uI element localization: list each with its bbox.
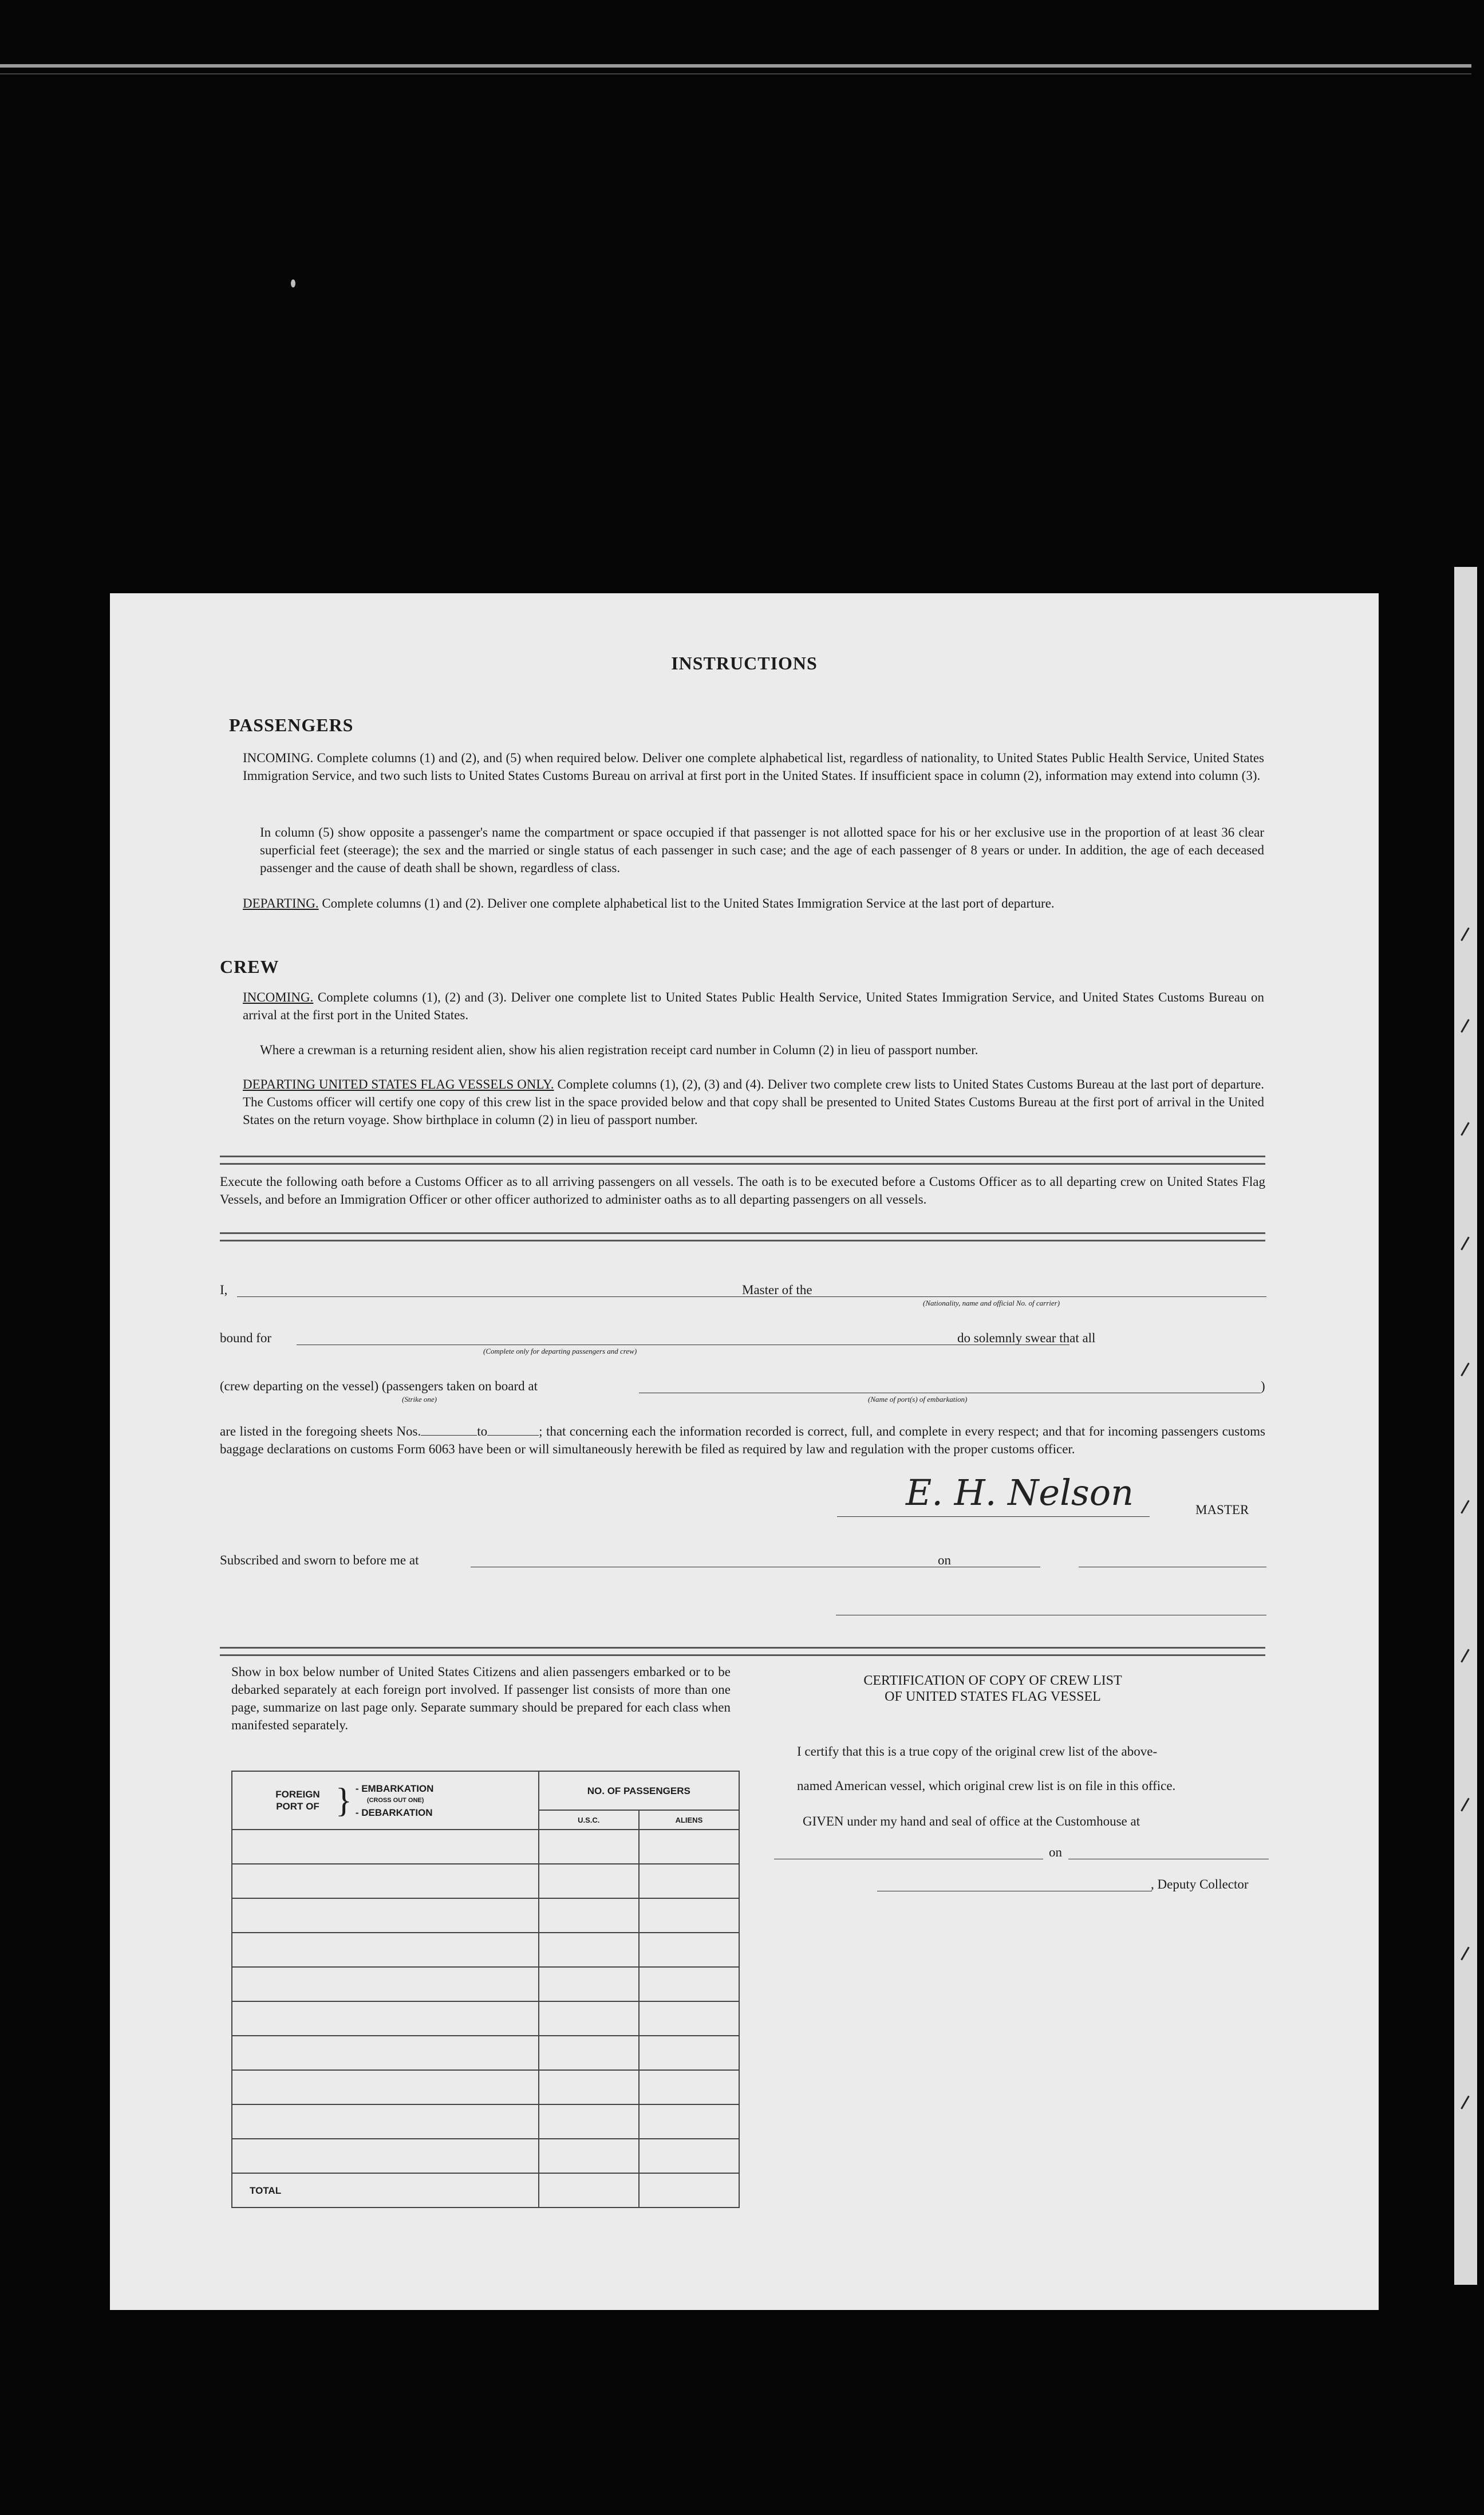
port-cell[interactable] (232, 1864, 539, 1898)
listed-paragraph (220, 1422, 1265, 1458)
certification-title-line2: OF UNITED STATES FLAG VESSEL (885, 1689, 1101, 1704)
aliens-cell[interactable] (639, 2001, 739, 2036)
film-edge-top-inner (0, 73, 1471, 74)
aliens-cell[interactable] (639, 2070, 739, 2104)
form-page (110, 593, 1379, 2310)
port-note: (Name of port(s) of embarkation) (868, 1395, 968, 1404)
usc-cell[interactable] (539, 2001, 639, 2036)
usc-cell[interactable] (539, 2139, 639, 2173)
to-label: to (477, 1424, 488, 1438)
aliens-cell[interactable] (639, 2139, 739, 2173)
crew-departing-label: (crew departing on the vessel) (passengers taken on board at (220, 1379, 538, 1393)
crew-incoming-paragraph (243, 988, 1264, 1024)
sheet-from-field[interactable] (421, 1425, 477, 1436)
given-label: GIVEN under my hand and seal of office at the Customhouse at (803, 1814, 1140, 1828)
page-title: INSTRUCTIONS (671, 653, 818, 673)
usc-cell[interactable] (539, 1864, 639, 1898)
port-cell[interactable] (232, 2001, 539, 2036)
aliens-header: ALIENS (639, 1810, 739, 1830)
aliens-cell[interactable] (639, 1933, 739, 1967)
usc-cell[interactable] (539, 2036, 639, 2070)
complete-note: (Complete only for departing passengers and crew) (483, 1347, 637, 1355)
foreign-port-of-label: FOREIGN PORT OF (275, 1789, 320, 1812)
usc-cell[interactable] (539, 1967, 639, 2001)
usc-cell[interactable] (539, 1933, 639, 1967)
crew-incoming-lead: INCOMING. (243, 990, 314, 1004)
subscribed-on-label: on (938, 1553, 951, 1567)
crew-departing-lead: DEPARTING UNITED STATES FLAG VESSELS ONLY. (243, 1077, 554, 1091)
certify-line2: named American vessel, which original crew list is on file in this office. (797, 1779, 1176, 1793)
port-cell[interactable] (232, 2070, 539, 2104)
signature-line (837, 1516, 1150, 1517)
strike-note: (Strike one) (402, 1395, 437, 1404)
close-paren: ) (1261, 1379, 1265, 1393)
embarkation-label: - EMBARKATION (355, 1783, 434, 1794)
crew-departing-paragraph (243, 1075, 1264, 1129)
oath-i-label: I, (220, 1283, 228, 1297)
passengers-heading: PASSENGERS (229, 715, 354, 735)
passengers-incoming-text: Complete columns (1) and (2), and (5) when required below. Deliver one complete alphabetical list, regardless of nationality, to United States Public Health Service, United States Immigration Service, and two such lists to United States Customs Bureau on arrival at first port in the United States. If insufficient space in column (2), information may extend into column (3). (243, 751, 1264, 783)
double-rule (220, 1647, 1265, 1656)
double-rule (220, 1232, 1265, 1241)
port-cell[interactable] (232, 2036, 539, 2070)
crew-resident-paragraph: Where a crewman is a returning resident alien, show his alien registration receipt card number in Column (2) in lieu of passport number. (260, 1043, 978, 1057)
aliens-cell[interactable] (639, 2036, 739, 2070)
crew-incoming-text: Complete columns (1), (2) and (3). Deliver one complete list to United States Public Health Service, United States Immigration Service, and United States Customs Bureau on arrival at the first port in the United States. (243, 990, 1264, 1022)
crew-departing-text: Complete columns (1), (2), (3) and (4). Deliver two complete crew lists to United States Customs Bureau at the last port of departure. The Customs officer will certify one copy of this crew list in the space provided below and that copy shall be presented to United States Customs Bureau at the first port of arrival in the United States on the return voyage. Show birthplace in column (2) in lieu of passport number. (243, 1077, 1264, 1127)
film-edge-top (0, 64, 1471, 68)
aliens-cell[interactable] (639, 1864, 739, 1898)
passengers-incoming-paragraph (243, 749, 1264, 785)
bound-for-label: bound for (220, 1331, 272, 1345)
port-cell[interactable] (232, 1933, 539, 1967)
cross-out-note: (CROSS OUT ONE) (366, 1796, 424, 1804)
double-rule (220, 1156, 1265, 1165)
port-cell[interactable] (232, 1830, 539, 1864)
deputy-collector-label: , Deputy Collector (1151, 1877, 1249, 1891)
sheet-to-field[interactable] (487, 1425, 539, 1436)
carrier-field[interactable] (836, 1296, 1266, 1297)
usc-cell[interactable] (539, 2070, 639, 2104)
certification-on-label: on (1049, 1845, 1062, 1859)
debarkation-label: - DEBARKATION (355, 1807, 433, 1818)
aliens-cell[interactable] (639, 1898, 739, 1933)
usc-total-cell[interactable] (539, 2173, 639, 2207)
port-header-cell (232, 1771, 539, 1830)
total-label: TOTAL (250, 2185, 282, 2196)
port-cell[interactable] (232, 1898, 539, 1933)
master-signature: E. H. Nelson (906, 1472, 1134, 1513)
usc-cell[interactable] (539, 2104, 639, 2139)
listed-rest: ; that concerning each the information recorded is correct, full, and complete in every respect; and that for incoming passengers customs baggage declarations on customs Form 6063 have been or will simultaneously herewith be filed as required by law and regulation with the proper customs officer. (220, 1424, 1265, 1456)
port-cell[interactable] (232, 2104, 539, 2139)
crew-heading: CREW (220, 956, 279, 977)
adjacent-page-edge (1454, 567, 1477, 2285)
aliens-total-cell[interactable] (639, 2173, 739, 2207)
no-passengers-header: NO. OF PASSENGERS (539, 1771, 739, 1810)
total-cell (232, 2173, 539, 2207)
aliens-cell[interactable] (639, 2104, 739, 2139)
oath-instructions: Execute the following oath before a Customs Officer as to all arriving passengers on all vessels. The oath is to be executed before a Customs Officer as to all departing crew on United States Flag Vessels, and before an Immigration Officer or other officer authorized to administer oaths as to all departing passengers on all vessels. (220, 1174, 1265, 1207)
brace-icon: } (336, 1781, 352, 1819)
swear-label: do solemnly swear that all (957, 1331, 1096, 1345)
certify-line1: I certify that this is a true copy of the original crew list of the above- (797, 1744, 1158, 1759)
aliens-cell[interactable] (639, 1830, 739, 1864)
passengers-incoming-lead: INCOMING. (243, 751, 314, 765)
port-cell[interactable] (232, 2139, 539, 2173)
usc-header: U.S.C. (539, 1810, 639, 1830)
certification-title-line1: CERTIFICATION OF COPY OF CREW LIST (863, 1673, 1122, 1688)
passengers-departing-lead: DEPARTING. (243, 896, 319, 910)
subscribed-label: Subscribed and sworn to before me at (220, 1553, 419, 1567)
passengers-departing-text: Complete columns (1) and (2). Deliver one complete alphabetical list to the United States Immigration Service at the last port of departure. (318, 896, 1055, 910)
usc-cell[interactable] (539, 1898, 639, 1933)
usc-cell[interactable] (539, 1830, 639, 1864)
port-cell[interactable] (232, 1967, 539, 2001)
passenger-summary-table (231, 1771, 740, 2208)
master-of-label: Master of the (742, 1283, 812, 1297)
summary-instructions: Show in box below number of United States Citizens and alien passengers embarked or to be debarked separately at each foreign port involved. If passenger list consists of more than one page, summarize on last page only. Separate summary should be prepared for each class when manifested separately. (231, 1665, 731, 1732)
aliens-cell[interactable] (639, 1967, 739, 2001)
passengers-column5-paragraph: In column (5) show opposite a passenger's name the compartment or space occupied if that passenger is not allotted space for his or her exclusive use in the proportion of at least 36 clear superficial feet (steerage); the sex and the married or single status of each passenger in such case; and the age of each passenger of 8 years or under. In addition, the age of each deceased passenger and the cause of death shall be shown, regardless of class. (260, 825, 1264, 875)
listed-prefix: are listed in the foregoing sheets Nos. (220, 1424, 421, 1438)
passengers-departing-paragraph (243, 894, 1264, 912)
film-speck (291, 279, 295, 287)
carrier-note: (Nationality, name and official No. of carrier) (923, 1299, 1060, 1307)
master-label: MASTER (1195, 1503, 1249, 1517)
